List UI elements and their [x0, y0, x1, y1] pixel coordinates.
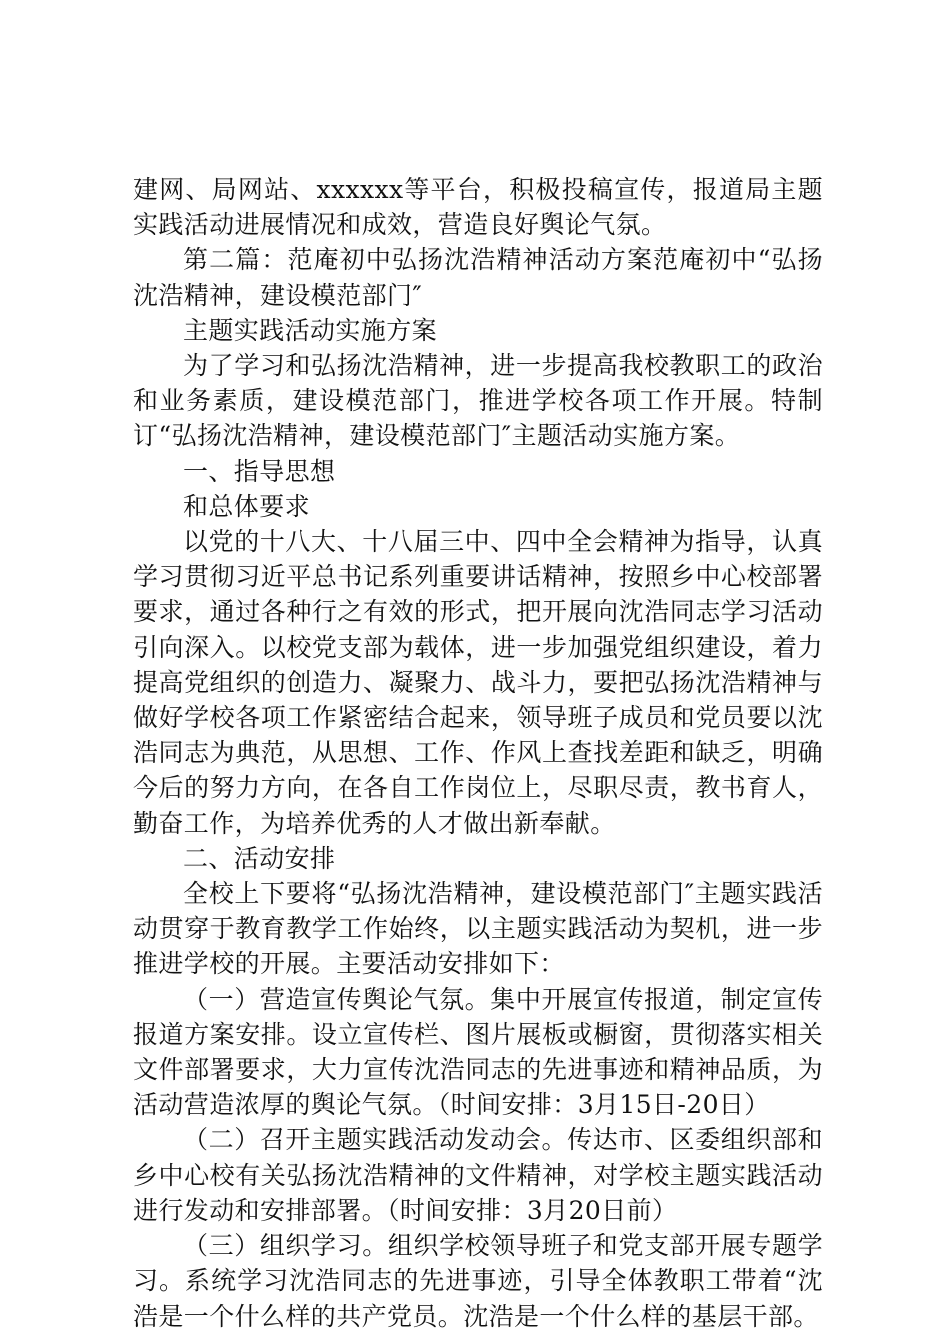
paragraph-item-three: （三）组织学习。组织学校领导班子和党支部开展专题学习。系统学习沈浩同志的先进事迹，引导全体教职工带着“沈浩是一个什么样的共产党员。沈浩是一个什么样的基层干部。: [133, 1231, 823, 1331]
heading-guiding-thought: 一、指导思想: [183, 456, 336, 486]
paragraph-plan-title: 主题实践活动实施方案: [183, 315, 438, 345]
heading-general-requirements: 和总体要求: [183, 491, 311, 521]
paragraph-item-one: （一）营造宣传舆论气氛。集中开展宣传报道，制定宣传报道方案安排。设立宣传栏、图片展板或橱窗，贯彻落实相关文件部署要求，大力宣传沈浩同志的先进事迹和精神品质，为活动营造浓厚的舆论气氛。（时间安排：3月15日-20日）: [133, 984, 823, 1120]
paragraph-section-title: 第二篇：范庵初中弘扬沈浩精神活动方案范庵初中“弘扬沈浩精神，建设模范部门″: [133, 245, 823, 310]
paragraph-item-two: （二）召开主题实践活动发动会。传达市、区委组织部和乡中心校有关弘扬沈浩精神的文件精神，对学校主题实践活动进行发动和安排部署。（时间安排：3月20日前）: [133, 1125, 823, 1225]
paragraph-guiding-content: 以党的十八大、十八届三中、四中全会精神为指导，认真学习贯彻习近平总书记系列重要讲话精神，按照乡中心校部署要求，通过各种行之有效的形式，把开展向沈浩同志学习活动引向深入。以校党支部为载体，进一步加强党组织建设，着力提高党组织的创造力、凝聚力、战斗力，要把弘扬沈浩精神与做好学校各项工作紧密结合起来，领导班子成员和党员要以沈浩同志为典范，从思想、工作、作风上查找差距和缺乏，明确今后的努力方向，在各自工作岗位上，尽职尽责，教书育人，勤奋工作，为培养优秀的人才做出新奉献。: [133, 527, 823, 838]
paragraph-intro: 为了学习和弘扬沈浩精神，进一步提高我校教职工的政治和业务素质，建设模范部门，推进学校各项工作开展。特制订“弘扬沈浩精神，建设模范部门″主题活动实施方案。: [133, 351, 823, 451]
paragraph-continuation: 建网、局网站、xxxxxx等平台，积极投稿宣传，报道局主题实践活动进展情况和成效，营造良好舆论气氛。: [133, 175, 823, 240]
document-body: [133, 172, 823, 1334]
paragraph-activity-overview: 全校上下要将“弘扬沈浩精神，建设模范部门″主题实践活动贯穿于教育教学工作始终，以主题实践活动为契机，进一步推进学校的开展。主要活动安排如下：: [133, 879, 823, 979]
heading-activity-arrangement: 二、活动安排: [183, 843, 336, 873]
